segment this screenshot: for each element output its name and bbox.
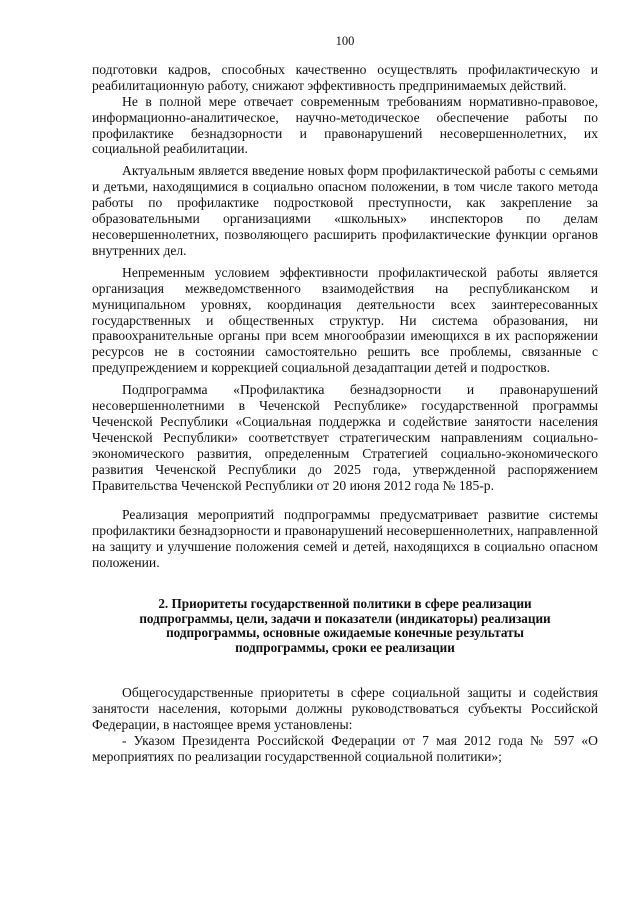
paragraph-subprogram: Подпрограмма «Профилактика безнадзорности и правонарушений несовершеннолетними в Чеченской Республике» государственной программы Чеченской Республики «Социальная поддержка и содействие занятости населения Чеченской Республики» соответствует стратегическим направлениям социально-экономического развития, определенным Стратегией социально-экономического развития Чеченской Республики до 2025 года, утвержденной распоряжением Правительства Чеченской Республики от 20 июня 2012 года № 185-р.: [92, 382, 598, 493]
paragraph-regulatory-support: Не в полной мере отвечает современным требованиям нормативно-правовое, информационно-аналитическое, научно-методическое обеспечение работы по профилактике безнадзорности и правонарушений несовершеннолетних, их социальной реабилитации.: [92, 93, 598, 157]
section-heading-line-4: подпрограммы, сроки ее реализации: [235, 639, 455, 655]
section-heading: [92, 597, 598, 655]
paragraph-new-forms: Актуальным является введение новых форм профилактической работы с семьями и детьми, находящимися в социально опасном положении, в том числе такого метода работы по профилактике подростковой преступности, как закрепление за образовательными организациями «школьных» инспекторов по делам несовершеннолетних, позволяющего расширить профилактические функции органов внутренних дел.: [92, 163, 598, 258]
section-heading-line-3: подпрограммы, основные ожидаемые конечные результаты: [166, 625, 524, 641]
section-heading-line-1: 2. Приоритеты государственной политики в сфере реализации: [158, 596, 532, 612]
paragraph-implementation: Реализация мероприятий подпрограммы предусматривает развитие системы профилактики безнадзорности и правонарушений несовершеннолетних, направленной на защиту и улучшение положения семей и детей, находящихся в социально опасном положении.: [92, 507, 598, 571]
section-heading-line-2: подпрограммы, цели, задачи и показатели (индикаторы) реализации: [139, 610, 551, 626]
paragraph-interagency: Непременным условием эффективности профилактической работы является организация межведомственного взаимодействия на республиканском и муниципальном уровнях, координация деятельности всех заинтересованных государственных и общественных структур. Ни система образования, ни правоохранительные органы при всем многообразии имеющихся в их распоряжении ресурсов не в состоянии самостоятельно решить все проблемы, связанные с предупреждением и коррекцией социальной дезадаптации детей и подростков.: [92, 264, 598, 376]
page-number: 100: [335, 34, 355, 48]
list-item-decree-597: - Указом Президента Российской Федерации от 7 мая 2012 года № 597 «О мероприятиях по реализации государственной социальной политики»;: [92, 733, 598, 765]
paragraph-continuation: подготовки кадров, способных качественно осуществлять профилактическую и реабилитационную работу, снижают эффективность предпринимаемых действий.: [92, 61, 598, 93]
paragraph-priorities: Общегосударственные приоритеты в сфере социальной защиты и содействия занятости населения, которыми должны руководствоваться субъекты Российской Федерации, в настоящее время установлены:: [92, 685, 598, 733]
